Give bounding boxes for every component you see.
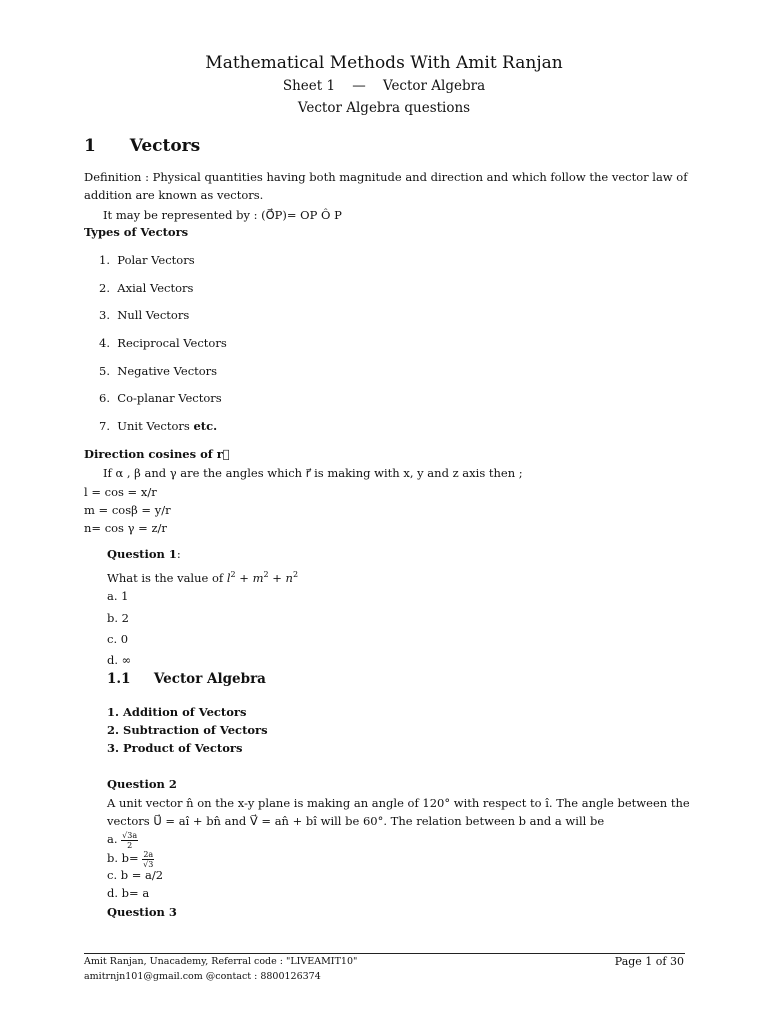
type-item-2: 2. Axial Vectors — [99, 281, 194, 295]
question-2-option-d: d. b= a — [107, 886, 150, 900]
question-2-option-a: a. $\frac{√3a}{2}$ — [107, 830, 138, 850]
section-1-number: 1 — [84, 136, 96, 156]
section-1-heading — [84, 136, 200, 156]
question-2-option-c: c. b = a/2 — [107, 868, 164, 882]
question-1-option-a: a. 1 — [107, 589, 129, 603]
direction-cosine-l: l = cos = x/r — [84, 485, 157, 499]
direction-cosines-heading: Direction cosines of r⃗ — [84, 447, 230, 461]
type-item-6: 6. Co-planar Vectors — [99, 391, 222, 405]
document-title: Mathematical Methods With Amit Ranjan — [205, 53, 563, 73]
representation-line: It may be represented by : (O⃗P)= OP Ô P — [103, 208, 342, 222]
fraction-sqrt3a-over-2: $\frac{√3a}{2}$ — [122, 830, 138, 850]
question-1-option-b: b. 2 — [107, 611, 129, 625]
type-item-7: 7. Unit Vectors etc. — [99, 419, 218, 433]
section-1-1-heading — [107, 671, 266, 687]
type-item-1: 1. Polar Vectors — [99, 253, 195, 267]
sheet-dash: — — [352, 78, 366, 94]
question-1-option-d: d. ∞ — [107, 653, 132, 667]
definition-line-2: addition are known as vectors. — [84, 188, 264, 202]
sheet-topic: Vector Algebra — [382, 78, 486, 94]
question-2-label: Question 2 — [107, 777, 177, 791]
document-subtitle: Vector Algebra questions — [297, 100, 471, 116]
direction-cosine-n: n= cos γ = z/r — [84, 521, 167, 535]
type-item-5: 5. Negative Vectors — [99, 364, 218, 378]
algebra-item-3: 3. Product of Vectors — [107, 741, 243, 755]
section-1-title: Vectors — [129, 136, 201, 156]
question-2-line-2: vectors U⃗ = aî + bn̂ and V⃗ = an̂ + bî will be 60°. The relation between b and a will be — [107, 814, 605, 828]
fraction-2a-over-sqrt3: $\frac{2a}{√3}$ — [143, 849, 154, 869]
question-1-text: What is the value of $l^2 + m^2 + n^2$ — [107, 570, 299, 585]
footer-contact-line: amitrnjn101@gmail.com @contact : 8800126374 — [84, 971, 321, 982]
type-item-4: 4. Reciprocal Vectors — [99, 336, 227, 350]
question-3-label: Question 3 — [107, 905, 177, 919]
footer-author-line: Amit Ranjan, Unacademy, Referral code : "LIVEAMIT10" — [84, 956, 358, 967]
algebra-item-2: 2. Subtraction of Vectors — [107, 723, 268, 737]
types-heading: Types of Vectors — [84, 225, 189, 239]
definition-line-1: Definition : Physical quantities having both magnitude and direction and which follow the vector law of — [84, 170, 688, 184]
question-1-label: Question 1: — [107, 547, 181, 561]
sheet-number: Sheet 1 — [282, 78, 336, 94]
question-2-line-1: A unit vector n̂ on the x-y plane is making an angle of 120° with respect to î. The angle between the — [107, 796, 690, 810]
question-2-option-b: b. b= $\frac{2a}{√3}$ — [107, 849, 154, 869]
question-1-option-c: c. 0 — [107, 632, 129, 646]
sheet-line — [0, 78, 768, 94]
footer-rule — [84, 953, 685, 954]
section-1-1-number: 1.1 — [107, 671, 131, 687]
page-number: Page 1 of 30 — [614, 955, 684, 968]
direction-cosine-m: m = cosβ = y/r — [84, 503, 171, 517]
type-item-3: 3. Null Vectors — [99, 308, 190, 322]
direction-cosines-intro: If α , β and γ are the angles which r⃗ is making with x, y and z axis then ; — [103, 466, 523, 480]
section-1-1-title: Vector Algebra — [153, 671, 266, 687]
algebra-item-1: 1. Addition of Vectors — [107, 705, 247, 719]
